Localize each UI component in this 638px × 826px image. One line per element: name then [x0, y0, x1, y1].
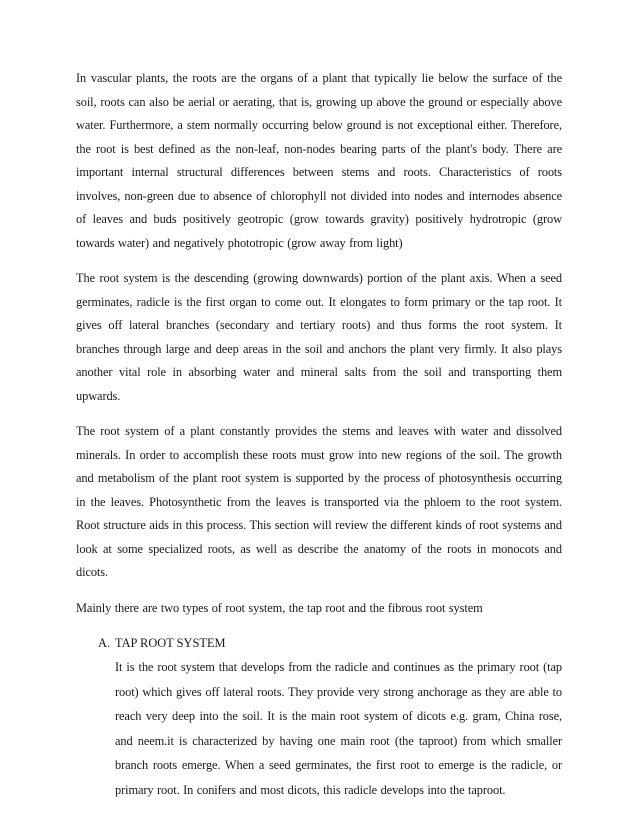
- section-heading-text: TAP ROOT SYSTEM: [115, 636, 226, 650]
- paragraph-root-types-intro: Mainly there are two types of root system, the tap root and the fibrous root system: [76, 600, 483, 615]
- paragraph-root-function: The root system of a plant constantly provides the stems and leaves with water and dissolved minerals. In order to accomplish these roots must grow into new regions of the soil. The growth and metabolism of the plant root system is supported by the process of photosynthesis occurring in the leaves. Photosynthetic from the leaves is transported via the phloem to the root system. Root structure aids in this process. This section will review the different kinds of root systems and look at some specialized roots, as well as describe the anatomy of the roots in monocots and dicots.: [76, 424, 562, 579]
- section-tap-root-system: [76, 632, 562, 802]
- paragraph-root-system: The root system is the descending (growing downwards) portion of the plant axis. When a seed germinates, radicle is the first organ to come out. It elongates to form primary or the tap root. It gives off lateral branches (secondary and tertiary roots) and thus forms the root system. It branches through large and deep areas in the soil and anchors the plant very firmly. It also plays another vital role in absorbing water and mineral salts from the soil and transporting them upwards.: [76, 271, 562, 403]
- section-letter: A.: [98, 636, 111, 650]
- section-heading: [98, 632, 562, 655]
- paragraph-roots-definition: In vascular plants, the roots are the organs of a plant that typically lie below the surface of the soil, roots can also be aerial or aerating, that is, growing up above the ground or especially above water. Furthermore, a stem normally occurring below ground is not exceptional either. Therefore, the root is best defined as the non-leaf, non-nodes bearing parts of the plant's body. There are important internal structural differences between stems and roots. Characteristics of roots involves, non-green due to absence of chlorophyll not divided into nodes and internodes absence of leaves and buds positively geotropic (grow towards gravity) positively hydrotropic (grow towards water) and negatively phototropic (grow away from light): [76, 71, 562, 250]
- section-body-text: It is the root system that develops from the radicle and continues as the primary root (tap root) which gives off lateral roots. They provide very strong anchorage as they are able to reach very deep into the soil. It is the main root system of dicots e.g. gram, China rose, and neem.it is characterized by having one main root (the taproot) from which smaller branch roots emerge. When a seed germinates, the first root to emerge is the radicle, or primary root. In conifers and most dicots, this radicle develops into the taproot.: [115, 660, 562, 797]
